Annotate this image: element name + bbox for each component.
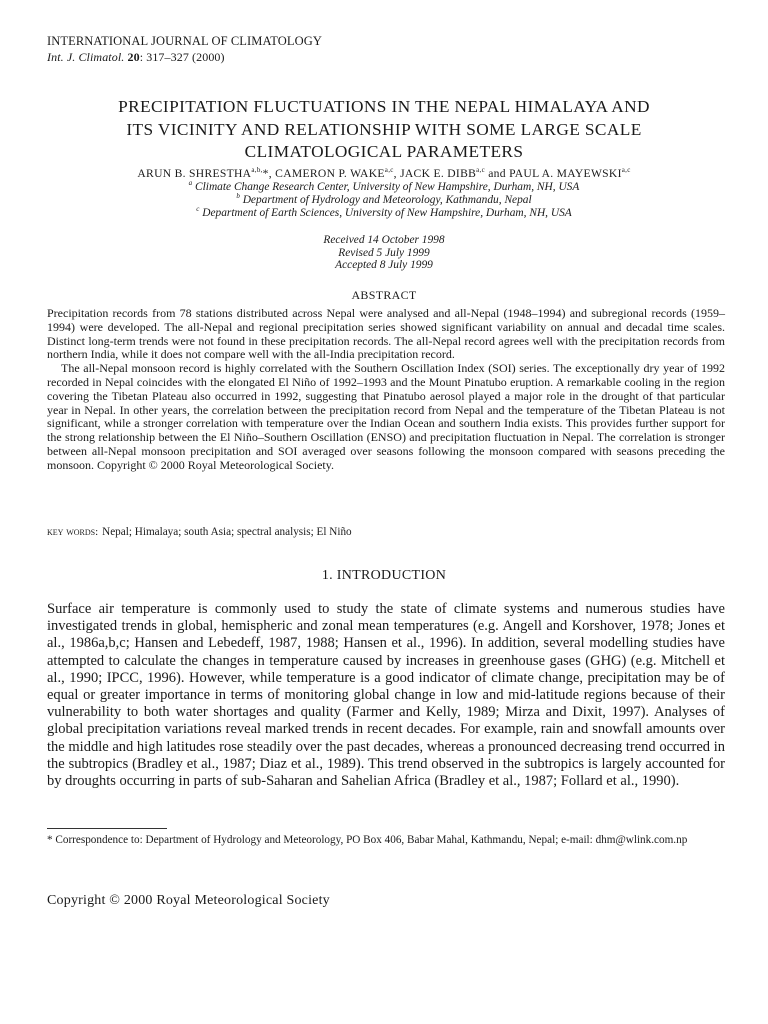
author: JACK E. DIBB$^{a,c}$ and: [400, 166, 510, 180]
affiliation: $^a$ Climate Change Research Center, University of New Hampshire, Durham, NH, USA: [188, 179, 580, 193]
introduction-paragraph: Surface air temperature is commonly used to study the state of climate systems and numerous studies have investigated trends in global, hemispheric and zonal mean temperatures (e.g. Angell and Korshover, 1978; Jones et al., 1986a,b,c; Hansen and Lebedeff, 1987, 1988; Hansen et al., 1996). In addition, several modelling studies have attempted to calculate the changes in temperature caused by increases in greenhouse gases (GHG) (e.g. Mitchell et al., 1990; IPCC, 1996). However, while temperature is a good indicator of climate change, precipitation may be of equal or greater importance in terms of monitoring global change in low and mid-latitude regions because of their vulnerability to both water shortages and quality (Farmer and Kelly, 1989; Mirza and Dixit, 1997). Analyses of global precipitation variations reveal marked trends in recent decades. For example, rain and snowfall amounts over the middle and high latitudes rose steadily over the past decades, whereas a pronounced decreasing trend occurred in the subtropics (Bradley et al., 1987; Diaz et al., 1989). This trend observed in the subtropics is largely accounted for by droughts occurring in parts of sub-Saharan and Sahelian Africa (Bradley et al., 1987; Follard et al., 1990).: [47, 601, 725, 790]
journal-header: [47, 33, 322, 65]
author: CAMERON P. WAKE$^{a,c}$,: [275, 166, 401, 180]
revised-date: Revised 5 July 1999: [338, 246, 430, 259]
abstract-heading: ABSTRACT: [351, 288, 417, 302]
author-list: [40, 166, 728, 181]
footnote-divider: [47, 828, 167, 829]
affiliation: $^c$ Department of Earth Sciences, University of New Hampshire, Durham, NH, USA: [196, 205, 572, 219]
title-line: ITS VICINITY AND RELATIONSHIP WITH SOME LARGE SCALE: [126, 119, 642, 139]
accepted-date: Accepted 8 July 1999: [335, 259, 433, 271]
paper-title: [40, 96, 728, 164]
journal-name: INTERNATIONAL JOURNAL OF CLIMATOLOGY: [47, 34, 322, 48]
correspondence-footnote: * Correspondence to: Department of Hydrology and Meteorology, PO Box 406, Babar Mahal, Kathmandu, Nepal; e-mail: dhm@wlink.com.np: [47, 834, 688, 846]
title-line: CLIMATOLOGICAL PARAMETERS: [244, 142, 524, 161]
abstract-paragraph: The all-Nepal monsoon record is highly correlated with the Southern Oscillation Index (SOI) series. The exceptionally dry year of 1992 recorded in Nepal coincides with the elongated El Niño of 1992–1993 and the Mount Pinatubo eruption. A remarkable cooling in the region covering the Tibetan Plateau also occurred in 1992, suggesting that Pinatubo aerosol played a major role in the drought of that particular year in Nepal. In other years, the correlation between the precipitation record from Nepal and the temperature of the Tibetan Plateau is not significant, while a stronger correlation with temperature over the Indian Ocean and southern India exists. This provides further support for the strong relationship between the El Niño–Southern Oscillation (ENSO) and precipitation fluctuation in Nepal. The correlation is stronger between all-Nepal monsoon precipitation and SOI averaged over seasons following the monsoon compared with seasons preceding the monsoon. Copyright © 2000 Royal Meteorological Society.: [47, 361, 725, 472]
journal-citation: Int. J. Climatol. 20: 317–327 (2000): [47, 50, 225, 64]
keywords-label: key words:: [47, 526, 99, 538]
title-line: PRECIPITATION FLUCTUATIONS IN THE NEPAL HIMALAYA AND: [118, 97, 650, 116]
abstract-paragraph: Precipitation records from 78 stations distributed across Nepal were analysed and all-Nepal (1948–1994) and subregional records (1959–1994) were developed. The all-Nepal and regional precipitation series showed significant variability on annual and decadal time scales. Distinct long-term trends were not found in these precipitation records. The all-Nepal record agrees well with the precipitation records from northern India, while it does not compare well with the all-India precipitation record.: [47, 306, 725, 362]
abstract-body: [47, 307, 725, 473]
submission-dates: [40, 234, 728, 272]
author: ARUN B. $SHRESTHA^{a,b,}*$,: [137, 166, 276, 180]
section-heading: 1. INTRODUCTION: [321, 568, 447, 583]
copyright-notice: Copyright © 2000 Royal Meteorological Society: [47, 893, 330, 908]
affiliation: $^b$ Department of Hydrology and Meteorology, Kathmandu, Nepal: [236, 192, 532, 206]
affiliations: [40, 181, 728, 220]
keywords: [47, 526, 725, 538]
keywords-text: Nepal; Himalaya; south Asia; spectral analysis; El Niño: [102, 526, 352, 538]
author: PAUL A. MAYEWSKI$^{a,c}$: [509, 166, 631, 180]
received-date: Received 14 October 1998: [323, 234, 445, 246]
